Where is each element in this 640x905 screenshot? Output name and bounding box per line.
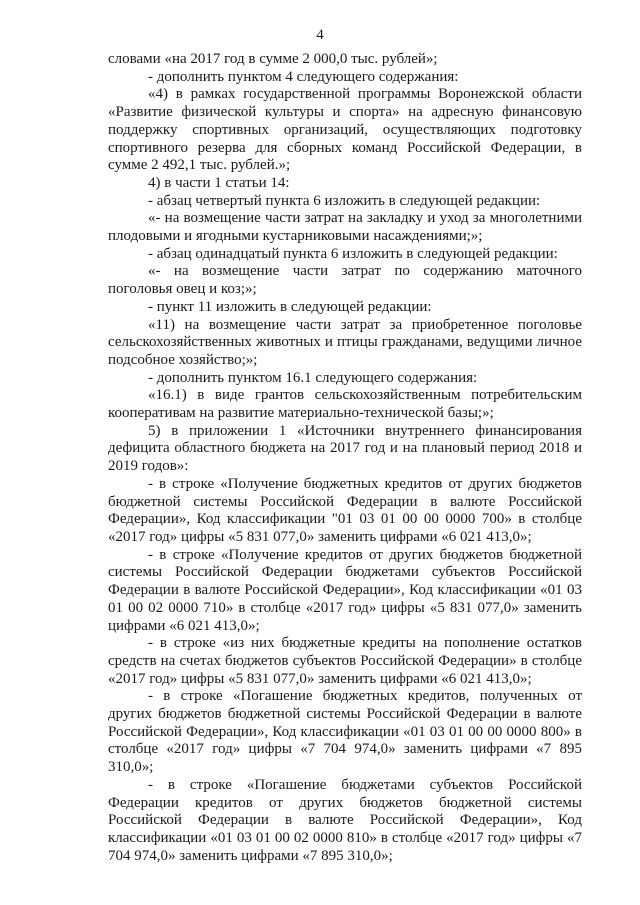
paragraph-article-14: 4) в части 1 статьи 14: bbox=[148, 174, 290, 191]
paragraph-item-6-para-4-text: «- на возмещение части затрат на закладку и уход за многолетними плодовыми и ягодными кустарниковыми насаждениями;»; bbox=[108, 210, 582, 245]
paragraph-item-11-text: «11) на возмещение части затрат за приобретенное поголовье сельскохозяйственных животных и птицы гражданами, ведущими личное подсобное хозяйство;»; bbox=[108, 316, 582, 368]
paragraph-item-11: - пункт 11 изложить в следующей редакции: bbox=[148, 298, 432, 315]
paragraph-add-item-16-1: - дополнить пунктом 16.1 следующего содержания: bbox=[148, 369, 478, 386]
paragraph-row-810: - в строке «Погашение бюджетами субъектов Российской Федерации кредитов от других бюджетов бюджетной системы Российской Федерации в валюте Российской Федерации», Код классификации «01 03 01 00 02 0000 810» в столбце «2017 год» цифры «7 704 974,0» заменить цифрами «7 895 310,0»; bbox=[108, 776, 582, 864]
paragraph-appendix-1: 5) в приложении 1 «Источники внутреннего финансирования дефицита областного бюджета на 2017 год и на плановый период 2018 и 2019 годов»: bbox=[108, 422, 582, 475]
paragraph-row-710: - в строке «Получение кредитов от других бюджетов бюджетной системы Российской Федерации бюджетами субъектов Российской Федерации в валюте Российской Федерации», Код классификации «01 03 01 00 02 0000 710» в столбце «2017 год» цифры «5 831 077,0» заменить цифрами «6 021 413,0»; bbox=[108, 546, 582, 634]
document-body bbox=[108, 51, 582, 865]
paragraph-item-6-para-11: - абзац одинадцатый пункта 6 изложить в следующей редакции: bbox=[148, 245, 558, 262]
paragraph-continuation: словами «на 2017 год в сумме 2 000,0 тыс. рублей»; bbox=[108, 51, 438, 67]
paragraph-add-item-4: - дополнить пунктом 4 следующего содержания: bbox=[148, 68, 459, 85]
paragraph-item-6-para-4: - абзац четвертый пункта 6 изложить в следующей редакции: bbox=[148, 192, 541, 209]
paragraph-item-16-1-text: «16.1) в виде грантов сельскохозяйственным потребительским кооперативам на развитие материально-технической базы;»; bbox=[108, 387, 582, 422]
paragraph-row-700: - в строке «Получение бюджетных кредитов от других бюджетов бюджетной системы Российской Федерации в валюте Российской Федерации», Код классификации "01 03 01 00 00 0000 700» в столбце «2017 год» цифры «5 831 077,0» заменить цифрами «6 021 413,0»; bbox=[108, 475, 582, 545]
page-number: 4 bbox=[316, 27, 324, 43]
paragraph-row-budget-credits: - в строке «из них бюджетные кредиты на пополнение остатков средств на счетах бюджетов субъектов Российской Федерации» в столбце «2017 год» цифры «5 831 077,0» заменить цифрами «6 021 413,0»; bbox=[108, 635, 582, 687]
paragraph-row-800: - в строке «Погашение бюджетных кредитов, полученных от других бюджетов бюджетной системы Российской Федерации в валюте Российской Федерации», Код классификации «01 03 01 00 00 0000 800» в столбце «2017 год» цифры «7 704 974,0» заменить цифрами «7 895 310,0»; bbox=[108, 688, 582, 776]
paragraph-item-6-para-11-text: «- на возмещение части затрат по содержанию маточного поголовья овец и коз;»; bbox=[108, 263, 582, 298]
paragraph-item-4-text: «4) в рамках государственной программы Воронежской области «Развитие физической культуры и спорта» на адресную финансовую поддержку спортивных организаций, осуществляющих подготовку спортивного резерва для сборных команд Российской Федерации, в сумме 2 492,1 тыс. рублей.»; bbox=[108, 86, 582, 174]
